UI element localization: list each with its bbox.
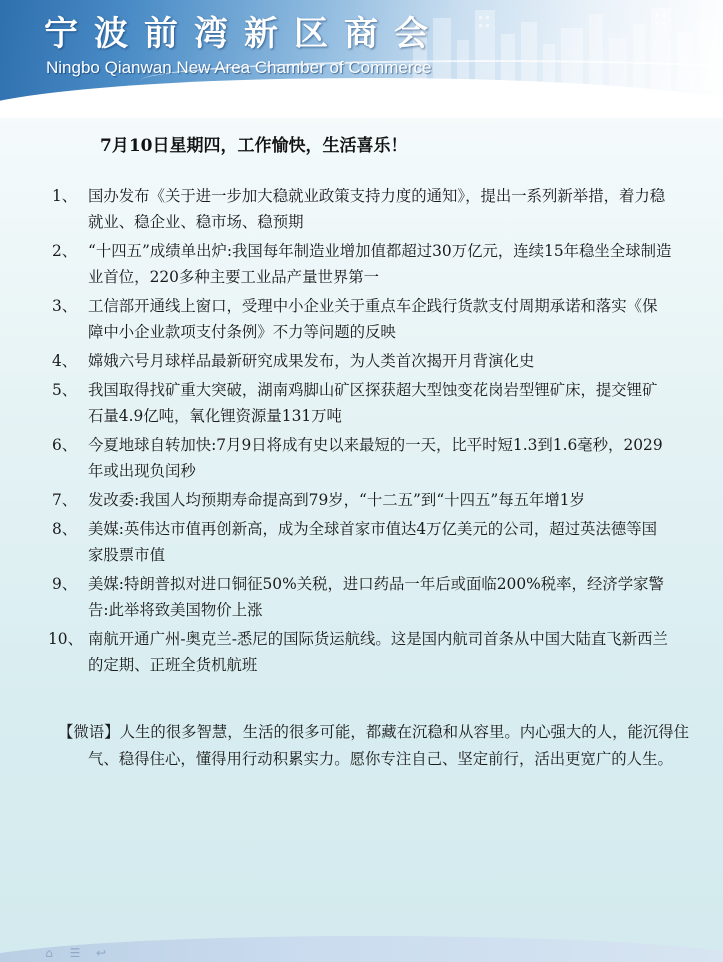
news-number: 2、 (52, 242, 78, 260)
home-icon[interactable]: ⌂ (45, 946, 53, 960)
news-number: 10、 (48, 630, 83, 648)
news-number: 3、 (52, 297, 78, 315)
chamber-title-en: Ningbo Qianwan New Area Chamber of Commerce (46, 58, 432, 77)
weiyu-quote: 【微语】人生的很多智慧，生活的很多可能，都藏在沉稳和从容里。内心强大的人，能沉得住气、稳得住心，懂得用行动积累实力。愿你专注自己、坚定前行，活出更宽广的人生。 (58, 723, 690, 768)
news-number: 8、 (52, 520, 78, 538)
footer-nav (40, 946, 110, 960)
list-icon[interactable]: ☰ (69, 946, 81, 960)
news-item-1 (52, 183, 672, 235)
news-text: 发改委:我国人均预期寿命提高到79岁，“十二五”到“十四五”每五年增1岁 (88, 491, 585, 509)
chamber-title-cn: 宁波前湾新区商会 (44, 14, 444, 54)
date-greeting: 7月10日星期四，工作愉快，生活喜乐！ (100, 136, 408, 156)
news-item-3 (52, 293, 672, 345)
news-number: 6、 (52, 436, 78, 454)
news-item-5 (52, 377, 672, 429)
news-text: 美媒:特朗普拟对进口铜征50%关税，进口药品一年后或面临200%税率，经济学家警告:此举将致美国物价上涨 (88, 575, 664, 619)
header-banner (0, 0, 723, 118)
news-text: 今夏地球自转加快:7月9日将成有史以来最短的一天，比平时短1.3到1.6毫秒，2029年或出现负闰秒 (88, 436, 663, 480)
footer-bar (0, 932, 723, 962)
return-icon[interactable]: ↩ (95, 946, 107, 960)
news-number: 5、 (52, 381, 78, 399)
news-number: 1、 (52, 187, 78, 205)
news-text: “十四五”成绩单出炉:我国每年制造业增加值都超过30万亿元，连续15年稳坐全球制造业首位，220多种主要工业品产量世界第一 (88, 242, 672, 286)
news-text: 工信部开通线上窗口，受理中小企业关于重点车企践行货款支付周期承诺和落实《保障中小企业款项支付条例》不力等问题的反映 (88, 297, 658, 341)
news-list (48, 183, 672, 681)
news-text: 南航开通广州-奥克兰-悉尼的国际货运航线。这是国内航司首条从中国大陆直飞新西兰的定期、正班全货机航班 (88, 630, 668, 674)
news-item-4 (52, 348, 672, 374)
news-number: 4、 (52, 352, 78, 370)
news-item-9 (52, 571, 672, 623)
news-item-10 (48, 626, 672, 678)
news-text: 国办发布《关于进一步加大稳就业政策支持力度的通知》，提出一系列新举措，着力稳就业、稳企业、稳市场、稳预期 (88, 187, 666, 231)
news-item-8 (52, 516, 672, 568)
news-item-6 (52, 432, 672, 484)
news-number: 7、 (52, 491, 78, 509)
news-item-7 (52, 487, 672, 513)
news-text: 我国取得找矿重大突破，湖南鸡脚山矿区探获超大型蚀变花岗岩型锂矿床，提交锂矿石量4.9亿吨，氧化锂资源量131万吨 (88, 381, 658, 425)
news-item-2 (52, 238, 672, 290)
news-text: 嫦娥六号月球样品最新研究成果发布，为人类首次揭开月背演化史 (88, 352, 535, 370)
news-text: 美媒:英伟达市值再创新高，成为全球首家市值达4万亿美元的公司，超过英法德等国家股票市值 (88, 520, 658, 564)
news-number: 9、 (52, 575, 78, 593)
